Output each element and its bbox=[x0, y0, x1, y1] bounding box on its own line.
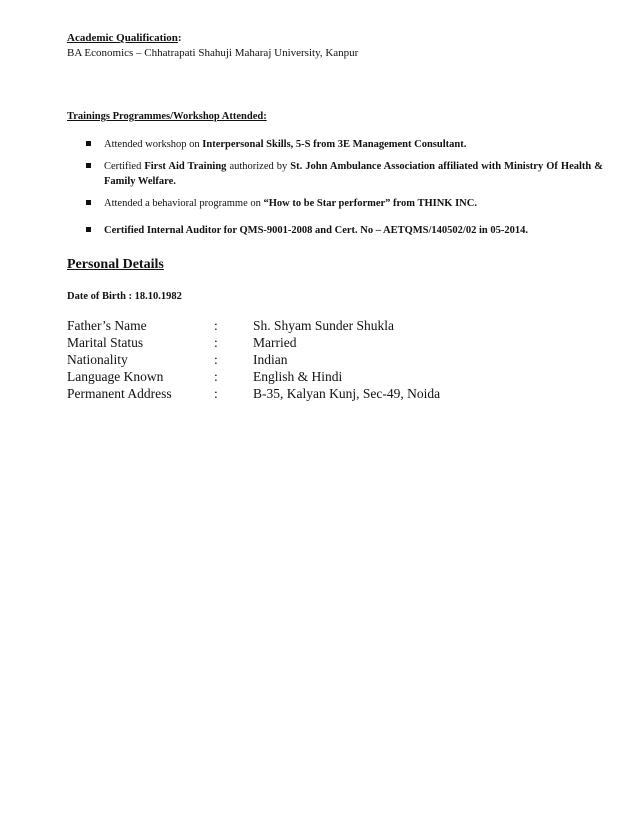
detail-label: Father’s Name bbox=[67, 318, 147, 333]
training-2-text: Certified bbox=[104, 161, 145, 172]
detail-value: Sh. Shyam Sunder Shukla bbox=[253, 318, 395, 333]
square-bullet-icon bbox=[86, 141, 91, 146]
detail-colon: : bbox=[214, 335, 218, 350]
training-1-bold: Interpersonal Skills, 5-S from 3E Management Consultant. bbox=[202, 139, 467, 150]
personal-details-table bbox=[67, 317, 517, 402]
table-row bbox=[67, 385, 517, 402]
trainings-heading: Trainings Programmes/Workshop Attended: bbox=[67, 111, 267, 122]
training-2-bold-b: St. John Ambulance Association affiliated with Ministry Of Health & Family Welfare. bbox=[104, 161, 603, 187]
date-of-birth: Date of Birth : 18.10.1982 bbox=[67, 291, 182, 302]
list-item bbox=[85, 196, 603, 211]
square-bullet-icon bbox=[86, 227, 91, 232]
detail-label: Nationality bbox=[67, 352, 128, 367]
detail-label: Permanent Address bbox=[67, 386, 172, 401]
academic-heading-text: Academic Qualification bbox=[67, 32, 178, 44]
personal-details-heading: Personal Details bbox=[67, 257, 164, 272]
training-3-bold: “How to be Star performer” from THINK INC. bbox=[263, 198, 477, 209]
detail-colon: : bbox=[214, 369, 218, 384]
training-2-mid: authorized by bbox=[226, 161, 291, 172]
detail-colon: : bbox=[214, 352, 218, 367]
trainings-list bbox=[85, 137, 603, 238]
training-3-text: Attended a behavioral programme on bbox=[104, 198, 264, 209]
detail-value: Indian bbox=[253, 352, 288, 367]
training-1-text: Attended workshop on bbox=[104, 139, 203, 150]
table-row bbox=[67, 334, 517, 351]
academic-heading-colon: : bbox=[177, 32, 182, 44]
list-item bbox=[85, 223, 603, 238]
table-row bbox=[67, 368, 517, 385]
detail-label: Language Known bbox=[67, 369, 164, 384]
academic-qualification-heading bbox=[67, 32, 182, 44]
detail-label: Marital Status bbox=[67, 335, 144, 350]
detail-value: B-35, Kalyan Kunj, Sec-49, Noida bbox=[253, 386, 441, 401]
academic-qualification-line: BA Economics – Chhatrapati Shahuji Maharaj University, Kanpur bbox=[67, 47, 359, 59]
square-bullet-icon bbox=[86, 200, 91, 205]
table-row bbox=[67, 351, 517, 368]
list-item bbox=[85, 159, 603, 189]
training-2-bold-a: First Aid Training bbox=[144, 161, 227, 172]
detail-colon: : bbox=[214, 386, 218, 401]
table-row bbox=[67, 317, 517, 334]
training-4-bold: Certified Internal Auditor for QMS-9001-2008 and Cert. No – AETQMS/140502/02 in 05-2014. bbox=[104, 225, 528, 236]
list-item bbox=[85, 137, 603, 152]
detail-value: Married bbox=[253, 335, 297, 350]
square-bullet-icon bbox=[86, 163, 91, 168]
detail-colon: : bbox=[214, 318, 218, 333]
detail-value: English & Hindi bbox=[253, 369, 343, 384]
